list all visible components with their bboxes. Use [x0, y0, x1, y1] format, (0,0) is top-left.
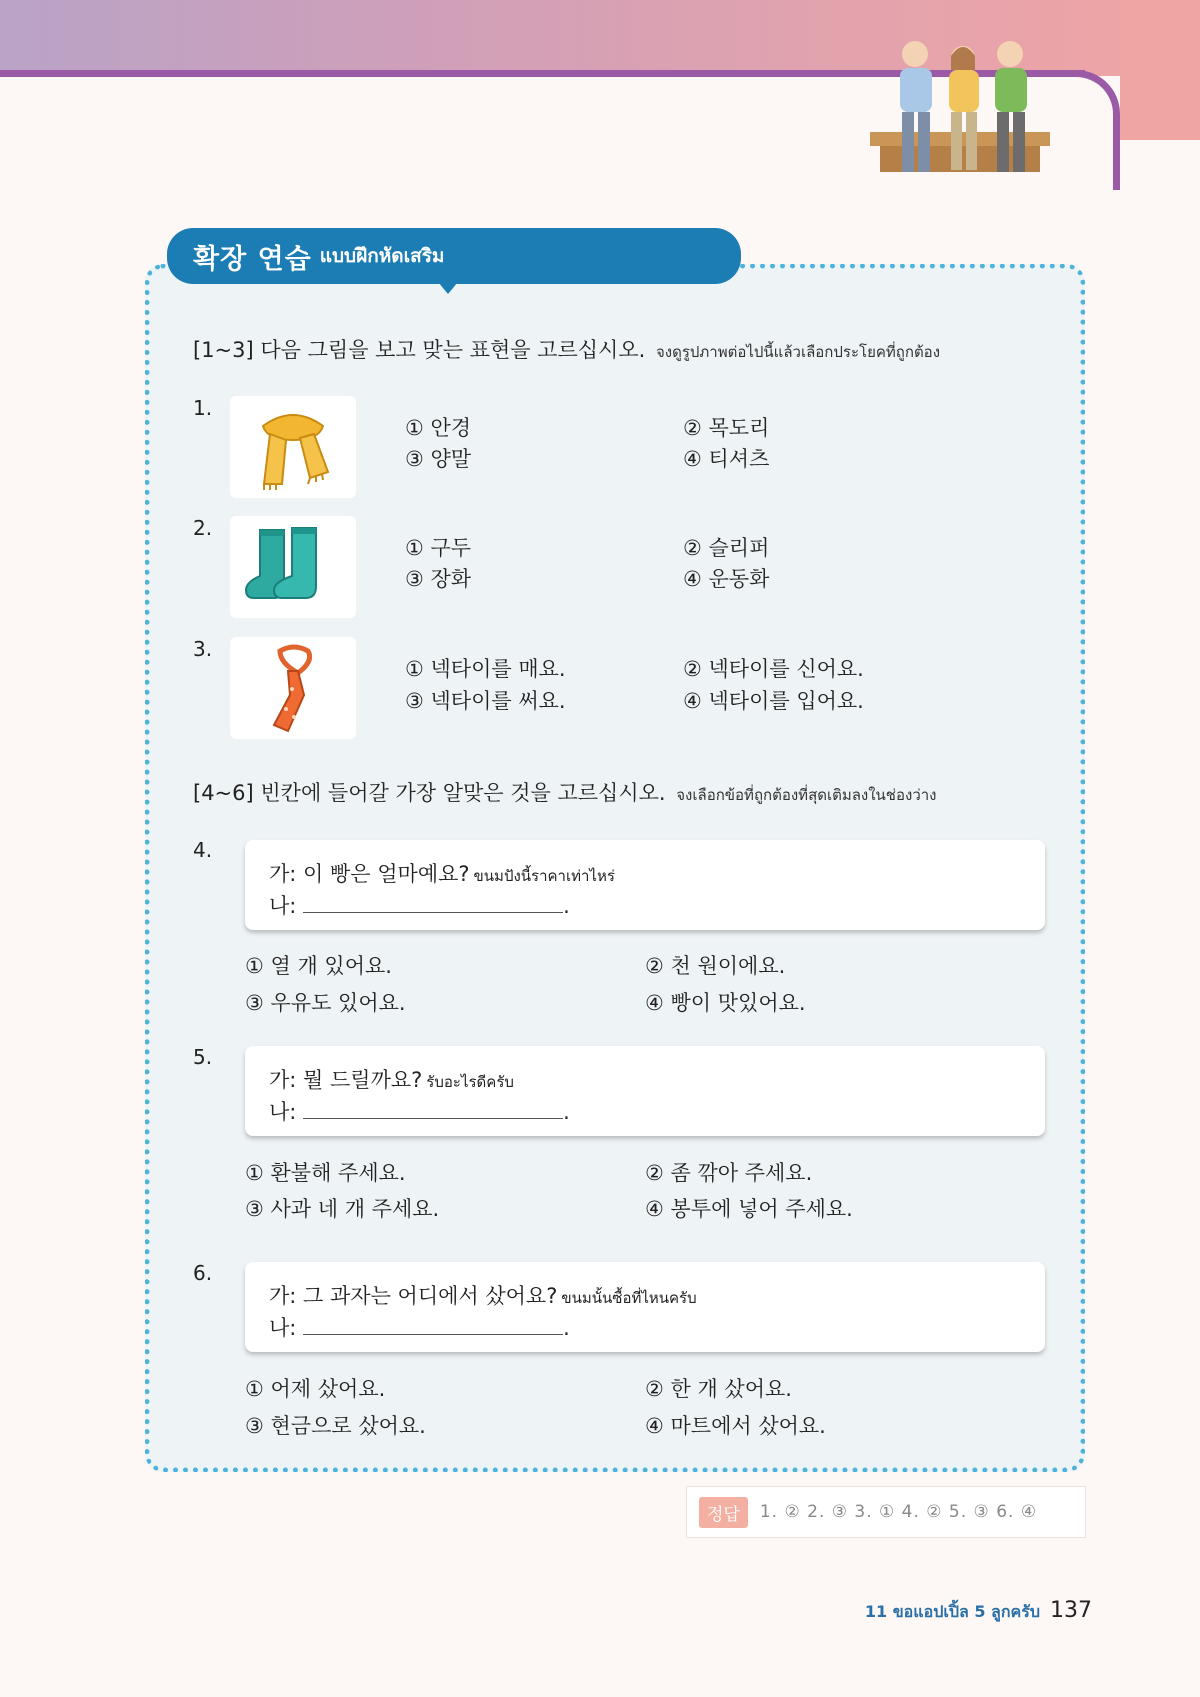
question-1-picture — [230, 396, 356, 498]
question-3-option-2[interactable]: ② 넥타이를 신어요. — [683, 657, 864, 681]
question-4-option-3[interactable]: ③ 우유도 있어요. — [245, 991, 406, 1015]
instruction-1-ko: [1~3] 다음 그림을 보고 맞는 표현을 고르십시오. — [193, 338, 646, 362]
rain-boots-icon — [230, 516, 356, 618]
question-1-number: 1. — [193, 396, 213, 420]
section-title-ko: 확장 연습 — [193, 243, 312, 275]
question-2-option-2[interactable]: ② 슬리퍼 — [683, 536, 770, 560]
question-3-option-3[interactable]: ③ 넥타이를 써요. — [405, 689, 566, 713]
question-2-picture — [230, 516, 356, 618]
section-title — [167, 228, 741, 284]
question-4-period: . — [563, 894, 570, 918]
page-footer — [865, 1598, 1092, 1625]
question-5-option-3[interactable]: ③ 사과 네 개 주세요. — [245, 1197, 440, 1221]
question-4-line-na — [269, 890, 570, 920]
question-4-option-1[interactable]: ① 열 개 있어요. — [245, 954, 392, 978]
page-number: 137 — [1050, 1598, 1092, 1623]
question-6-option-1[interactable]: ① 어제 샀어요. — [245, 1377, 386, 1401]
question-6-period: . — [563, 1316, 570, 1340]
instruction-2-th: จงเลือกข้อที่ถูกต้องที่สุดเติมลงในช่องว่าง — [676, 786, 937, 804]
scarf-icon — [230, 396, 356, 498]
question-2-option-3[interactable]: ③ 장화 — [405, 567, 472, 591]
question-1-option-1[interactable]: ① 안경 — [405, 416, 472, 440]
question-6-ga-th: ขนมนั้นซื้อที่ไหนครับ — [561, 1289, 697, 1307]
question-4-number: 4. — [193, 838, 213, 862]
question-4-option-2[interactable]: ② 천 원이에요. — [645, 954, 786, 978]
question-3-option-4[interactable]: ④ 넥타이를 입어요. — [683, 689, 864, 713]
question-6-option-2[interactable]: ② 한 개 샀어요. — [645, 1377, 792, 1401]
answer-key-text: 1. ② 2. ③ 3. ① 4. ② 5. ③ 6. ④ — [759, 1502, 1038, 1522]
question-4-ga-th: ขนมปังนี้ราคาเท่าไหร่ — [473, 867, 615, 885]
footer-unit-title: 11 ขอแอปเปิ้ล 5 ลูกครับ — [864, 1602, 1040, 1621]
question-6-option-3[interactable]: ③ 현금으로 샀어요. — [245, 1414, 426, 1438]
question-4-ga: 가: 이 빵은 얼마예요? — [269, 862, 470, 886]
question-6-line-ga — [269, 1280, 697, 1310]
answer-key-label: 정답 — [699, 1497, 748, 1528]
question-2-option-1[interactable]: ① 구두 — [405, 536, 472, 560]
question-4-dialog — [245, 840, 1045, 930]
instruction-1 — [193, 334, 940, 364]
instruction-2-ko: [4~6] 빈칸에 들어갈 가장 알맞은 것을 고르십시오. — [193, 781, 666, 805]
question-5-line-ga — [269, 1064, 514, 1094]
question-2-option-4[interactable]: ④ 운동화 — [683, 567, 770, 591]
instruction-2 — [193, 777, 937, 807]
question-6-dialog — [245, 1262, 1045, 1352]
question-6-line-na — [269, 1312, 570, 1342]
question-5-na: 나: — [269, 1100, 297, 1124]
question-4-line-ga — [269, 858, 615, 888]
question-1-option-2[interactable]: ② 목도리 — [683, 416, 770, 440]
answer-key — [686, 1486, 1086, 1538]
question-6-number: 6. — [193, 1261, 213, 1285]
instruction-1-th: จงดูรูปภาพต่อไปนี้แล้วเลือกประโยคที่ถูกต้อง — [655, 343, 941, 361]
question-3-option-1[interactable]: ① 넥타이를 매요. — [405, 657, 566, 681]
question-3-number: 3. — [193, 637, 213, 661]
question-4-blank[interactable] — [303, 894, 563, 913]
question-5-ga: 가: 뭘 드릴까요? — [269, 1068, 423, 1092]
question-5-ga-th: รับอะไรดีครับ — [426, 1073, 514, 1091]
question-6-blank[interactable] — [303, 1316, 563, 1335]
question-6-ga: 가: 그 과자는 어디에서 샀어요? — [269, 1284, 558, 1308]
question-5-line-na — [269, 1096, 570, 1126]
question-5-option-1[interactable]: ① 환불해 주세요. — [245, 1161, 406, 1185]
question-1-option-3[interactable]: ③ 양말 — [405, 447, 472, 471]
necktie-icon — [230, 637, 356, 739]
seniors-on-bench-illustration — [860, 32, 1060, 192]
question-5-blank[interactable] — [303, 1100, 563, 1119]
question-2-number: 2. — [193, 516, 213, 540]
header-band-corner — [1120, 0, 1200, 140]
question-6-option-4[interactable]: ④ 마트에서 샀어요. — [645, 1414, 826, 1438]
question-5-dialog — [245, 1046, 1045, 1136]
header-curve — [1060, 70, 1120, 190]
question-5-number: 5. — [193, 1045, 213, 1069]
question-6-na: 나: — [269, 1316, 297, 1340]
question-1-option-4[interactable]: ④ 티셔츠 — [683, 447, 770, 471]
question-5-period: . — [563, 1100, 570, 1124]
question-3-picture — [230, 637, 356, 739]
question-5-option-2[interactable]: ② 좀 깎아 주세요. — [645, 1161, 813, 1185]
question-4-na: 나: — [269, 894, 297, 918]
question-4-option-4[interactable]: ④ 빵이 맛있어요. — [645, 991, 806, 1015]
section-title-th: แบบฝึกหัดเสริม — [319, 245, 445, 267]
question-5-option-4[interactable]: ④ 봉투에 넣어 주세요. — [645, 1197, 853, 1221]
section-title-pointer — [438, 282, 458, 294]
